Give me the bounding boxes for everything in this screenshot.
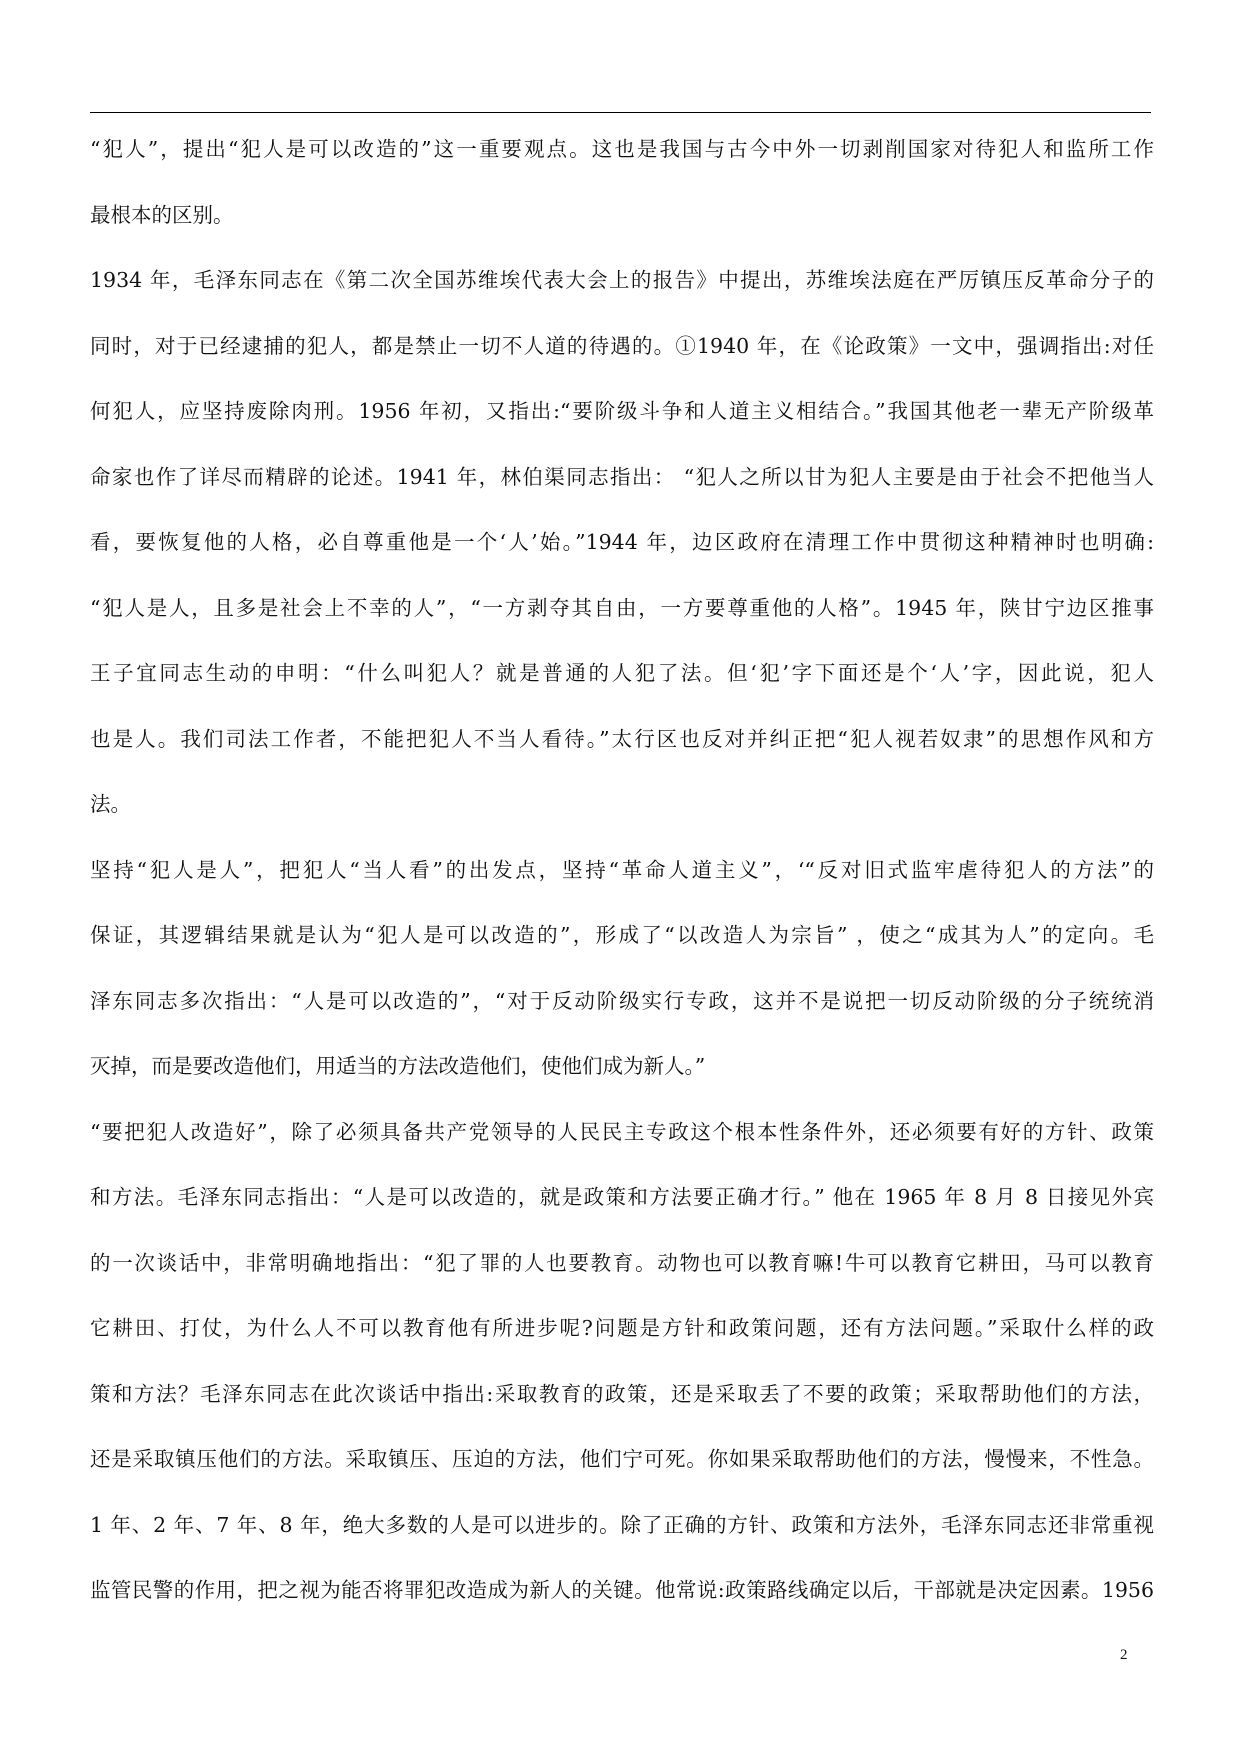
text-line: 的一次谈话中，非常明确地指出：“犯了罪的人也要教育。动物也可以教育嘛!牛可以教育它耕田，马可以教育 [90,1250,1154,1275]
text-line: 王子宜同志生动的申明：“什么叫犯人？就是普通的人犯了法。但‘犯’字下面还是个‘人’字，因此说，犯人 [90,661,1154,685]
text-line: “犯人”，提出“犯人是可以改造的”这一重要观点。这也是我国与古今中外一切剥削国家对待犯人和监所工作 [90,137,1154,161]
text-line: 何犯人，应坚持废除肉刑。1956 年初，又指出:“要阶级斗争和人道主义相结合。”我国其他老一辈无产阶级革 [90,399,1154,423]
text-line: 1 年、2 年、7 年、8 年，绝大多数的人是可以进步的。除了正确的方针、政策和方法外，毛泽东同志还非常重视 [90,1512,1154,1537]
text-line: 灭掉，而是要改造他们，用适当的方法改造他们，使他们成为新人。” [90,1054,706,1078]
text-line: 还是采取镇压他们的方法。采取镇压、压迫的方法，他们宁可死。你如果采取帮助他们的方法，慢慢来，不性急。 [90,1447,1154,1471]
text-line: 它耕田、打仗，为什么人不可以教育他有所进步呢?问题是方针和政策问题，还有方法问题。”采取什么样的政 [90,1316,1154,1340]
text-line: 监管民警的作用，把之视为能否将罪犯改造成为新人的关键。他常说:政策路线确定以后，干部就是决定因素。1956 [90,1578,1154,1602]
text-line: 命家也作了详尽而精辟的论述。1941 年，林伯渠同志指出： “犯人之所以甘为犯人主要是由于社会不把他当人 [90,464,1154,489]
text-line: 坚持“犯人是人”，把犯人“当人看”的出发点，坚持“革命人道主义”，‘“反对旧式监牢虐待犯人的方法”的 [90,857,1154,882]
body-text [90,124,1154,1631]
text-line: 看，要恢复他的人格，必自尊重他是一个‘人’始。”1944 年，边区政府在清理工作中贯彻这种精神时也明确: [90,530,1154,554]
header-rule [90,112,1151,113]
text-line: 同时，对于已经逮捕的犯人，都是禁止一切不人道的待遇的。①1940 年，在《论政策》一文中，强调指出:对任 [90,333,1154,358]
text-line: 1934 年，毛泽东同志在《第二次全国苏维埃代表大会上的报告》中提出，苏维埃法庭在严厉镇压反革命分子的 [90,268,1154,292]
text-line: “犯人是人，且多是社会上不幸的人”，“一方剥夺其自由，一方要尊重他的人格”。1945 年，陕甘宁边区推事 [90,595,1154,620]
text-line: 保证，其逻辑结果就是认为“犯人是可以改造的”，形成了“以改造人为宗旨” ，使之“成其为人”的定向。毛 [90,923,1154,947]
text-line: 策和方法？毛泽东同志在此次谈话中指出:采取教育的政策，还是采取丢了不要的政策；采取帮助他们的方法， [90,1381,1154,1406]
page-number: 2 [1120,1647,1128,1663]
text-line: 最根本的区别。 [90,202,234,227]
text-line: 也是人。我们司法工作者，不能把犯人不当人看待。”太行区也反对并纠正把“犯人视若奴隶”的思想作风和方 [90,726,1154,751]
text-line: 泽东同志多次指出：“人是可以改造的”，“对于反动阶级实行专政，这并不是说把一切反动阶级的分子统统消 [90,988,1154,1013]
text-line: 法。 [90,792,131,816]
text-line: 和方法。毛泽东同志指出：“人是可以改造的，就是政策和方法要正确才行。” 他在 1965 年 8 月 8 日接见外宾 [90,1185,1154,1209]
text-line: “要把犯人改造好”，除了必须具备共产党领导的人民民主专政这个根本性条件外，还必须要有好的方针、政策 [90,1119,1154,1144]
